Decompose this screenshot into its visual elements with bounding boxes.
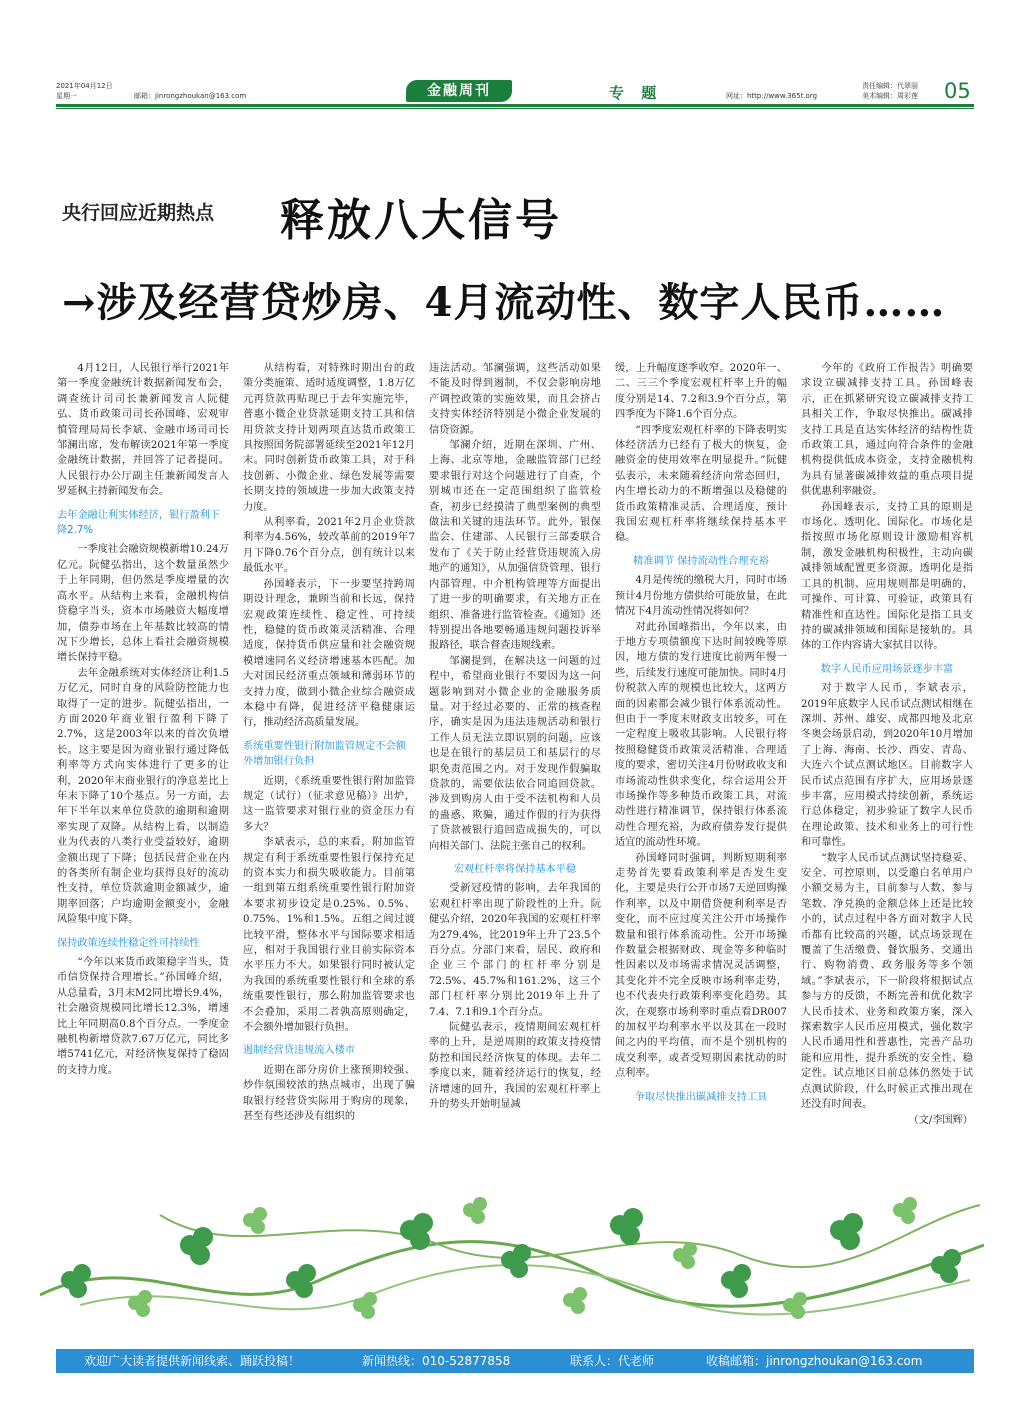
article-column-2	[243, 361, 415, 1125]
paragraph: 4月是传统的缴税大月，同时市场预计4月份地方债供给可能放量，在此情况下4月流动性情况将如何？	[615, 575, 787, 618]
paragraph: 阮健弘表示，疫情期间宏观杠杆率的上升，是逆周期的政策支持疫情防控和国民经济恢复的体现。去年二季度以来，随着经济运行的恢复，经济增速的回升，我国的宏观杠杆率上升的势头开始明显减	[429, 1022, 601, 1111]
paragraph: 对此孙国峰指出，今年以来，由于地方专项债额度下达时间较晚等原因，地方债的发行进度比前两年慢一些，后续发行速度可能加快。同时4月份税款入库的规模也比较大，这两方面的因素都会减少银行体系流动性。但由于一季度末财政支出较多，可在一定程度上吸收其影响。人民银行将按照稳健货币政策灵活精准、合理适度的要求，密切关注4月份财政收支和市场流动性供求变化，综合运用公开市场操作等多种货币政策工具，对流动性进行精准调节，保持银行体系流动性合理充裕，为政府债券发行提供适宜的流动性环境。	[615, 621, 787, 849]
article-column-5	[801, 361, 973, 1128]
article-body	[57, 361, 974, 1153]
publication-banner: 金融周刊	[406, 80, 512, 102]
site-label: 网址：http://www.365t.org	[726, 92, 818, 100]
paragraph: 邹澜提到，在解决这一问题的过程中，希望商业银行不要因为这一问题影响到对小微企业的金融服务质量。对于经过必要的、正常的核查程序，确实是因为违法违规活动和银行工作人员无法立即识别的问题，应该也是在银行的基层员工和基层行的尽职免责范围之内。对于发现作假骗取贷款的，需要依法依合同追回贷款。涉及到购房人由于受不法机构和人员的蛊惑、欺骗，通过作假的行为获得了贷款被银行追回造成损失的，可以向相关部门、法院主张自己的权利。	[429, 655, 601, 852]
paragraph: 孙国峰表示，支持工具的原则是市场化、透明化、国际化。市场化是指按照市场化原则设计激励相容机制，激发金融机构积极性，主动向碳减排领域配置更多资源。透明化是指工具的机制、应用规则都是明确的，可操作、可计算、可验证，政策具有精准性和直达性。国际化是指工具支持的碳减排领域和国际是接轨的。具体的工作内容请大家拭目以待。	[801, 501, 973, 652]
editor-credit: 责任编辑：代翠丽	[862, 82, 918, 90]
header-rule-thin	[56, 108, 974, 109]
headline-kicker: 央行回应近期热点	[62, 202, 215, 224]
article-column-3	[429, 361, 601, 1113]
subhead: 宏观杠杆率将保持基本平稳	[453, 864, 577, 875]
subhead: 保持政策连续性稳定性可持续性	[57, 937, 200, 949]
paragraph: 孙国峰同时强调，判断短期利率走势首先要看政策利率是否发生变化，主要是央行公开市场7天逆回购操作利率，以及中期借贷便利利率是否变化，而不应过度关注公开市场操作数量和银行体系流动性。公开市场操作数量会根据财政、现金等多种临时性因素以及市场需求情况灵活调整，其变化并不完全反映市场利率走势，也不代表央行政策利率变化趋势。其次，在观察市场利率时重点看DR007的加权平均利率水平以及其在一段时间之内的平均值，而不是个别机构的成交利率，或者受短期因素扰动的时点利率。	[615, 852, 787, 1080]
header-rule	[56, 104, 974, 107]
paragraph: 去年金融系统对实体经济让利1.5万亿元，同时自身的风险防控能力也取得了一定的进步。阮健弘指出，一方面2020年商业银行盈利下降了2.7%，这是2003年以来的首次负增长。这主要是因为商业银行通过降低利率等方式向实体进行了更多的让利，2020年末商业银行的净息差比上年末下降了10个基点。另一方面，去年下半年以来单位贷款的逾期和逾期率实现了双降。从结构上看，以制造业为代表的八类行业受益较好，逾期金额出现了下降；包括民营企业在内的各类所有制企业均获得良好的流动性支持，单位贷款逾期金额减少，逾期率回落；户均逾期金额变小，金融风险集中度下降。	[57, 667, 229, 926]
article-column-1	[57, 361, 229, 1078]
page-header	[56, 80, 974, 102]
paragraph: 今年的《政府工作报告》明确要求设立碳减排支持工具。孙国峰表示，正在抓紧研究设立碳减排支持工具相关工作，争取尽快推出。碳减排支持工具是直达实体经济的结构性货币政策工具，通过向符合条件的金融机构提供低成本资金，支持金融机构为具有显著碳减排效益的重点项目提供优惠利率融资。	[801, 363, 973, 498]
footer-email: 收稿邮箱：jinrongzhoukan@163.com	[706, 1354, 923, 1368]
paragraph: “今年以来货币政策稳字当头，货币信贷保持合理增长。”孙国峰介绍，从总量看，3月末M2同比增长9.4%，社会融资规模同比增长12.3%，增速比上年同期高0.8个百分点。一季度金融机构新增贷款7.67万亿元，同比多增5741亿元，对经济恢复保持了稳固的支持力度。	[57, 957, 229, 1076]
footer-hotline: 新闻热线：010-52877858	[362, 1354, 511, 1368]
paragraph: 从结构看，对特殊时期出台的政策分类施策、适时适度调整，1.8万亿元再贷款再贴现已于去年实施完毕，普惠小微企业贷款延期支持工具和信用贷款支持计划两项直达货币政策工具按照国务院部署延续至2021年12月末。同时创新货币政策工具，对于科技创新、小微企业、绿色发展等需要长期支持的领域进一步加大政策支持力度。	[243, 363, 415, 513]
subhead: 去年金融让利实体经济，银行盈利下降2.7%	[57, 509, 220, 537]
paragraph: 孙国峰表示，下一步要坚持跨周期设计理念，兼顾当前和长远，保持宏观政策连续性、稳定性、可持续性，稳健的货币政策灵活精准、合理适度，保持货币供应量和社会融资规模增速同名义经济增速基本匹配。加大对国民经济重点领域和薄弱环节的支持力度，做到小微企业综合融资成本稳中有降，促进经济平稳健康运行，推动经济高质量发展。	[243, 578, 415, 729]
paragraph: “数字人民币试点测试坚持稳妥、安全、可控原则，以受邀白名单用户小额交易为主，目前参与人数、参与笔数、净兑换的金额总体上还是比较小的，试点过程中各方面对数字人民币都有比较高的兴趣，试点场景现在覆盖了生活缴费、餐饮服务、交通出行、购物消费、政务服务等多个领域。”李斌表示，下一阶段将根据试点参与方的反馈，不断完善和优化数字人民币技术、业务和政策方案，深入探索数字人民币应用模式，强化数字人民币通用性和普惠性，完善产品功能和应用性，提升系统的安全性、稳定性。试点地区目前总体仍然处于试点测试阶段，什么时候正式推出现在还没有时间表。	[801, 852, 973, 1111]
footer-invite: 欢迎广大读者提供新闻线索、踊跃投稿！	[84, 1354, 301, 1368]
paragraph: 从利率看，2021年2月企业贷款利率为4.56%，较改革前的2019年7月下降0.76个百分点，创有统计以来最低水平。	[243, 517, 415, 575]
paragraph: 近期，《系统重要性银行附加监管规定（试行）（征求意见稿）》出炉，这一监管要求对银行业的资金压力有多大？	[243, 775, 415, 833]
issue-date: 2021年04月12日	[56, 82, 113, 90]
subhead: 精准调节 保持流动性合理充裕	[633, 555, 769, 567]
article-column-4	[615, 361, 787, 1109]
subhead: 系统重要性银行附加监管规定不会额外增加银行负担	[243, 740, 406, 768]
paragraph: 缓，上升幅度逐季收窄。2020年一、二、三三个季度宏观杠杆率上升的幅度分别是14、7.2和3.9个百分点，第四季度为下降1.6个百分点。	[615, 363, 787, 421]
paragraph: 一季度社会融资规模新增10.24万亿元。阮健弘指出，这个数量虽然少于上年同期，但仍然是季度增量的次高水平。从结构上来看，金融机构信贷稳字当头，资本市场融资大幅度增加，债券市场在上年基数比较高的情况下少增长，总体上看社会融资规模增长保持平稳。	[57, 544, 229, 664]
subhead: 数字人民币应用场景逐步丰富	[820, 663, 954, 675]
footer-contact: 联系人：代老师	[570, 1354, 655, 1368]
paragraph: 近期在部分房价上涨预期较强、炒作氛围较浓的热点城市，出现了骗取银行经营贷实际用于购房的现象，甚至有些还涉及有组织的	[243, 1064, 415, 1123]
byline: （文/李国辉）	[908, 1114, 973, 1126]
paragraph: 4月12日，人民银行举行2021年第一季度金融统计数据新闻发布会，调查统计司司长兼新闻发言人阮健弘、货币政策司司长孙国峰、宏观审慎管理局局长李斌、金融市场司司长邹澜出席，发布解读2021年第一季度金融统计数据，并回答了记者提问。人民银行办公厅副主任兼新闻发言人罗延枫主持新闻发布会。	[57, 363, 229, 498]
paragraph: “四季度宏观杠杆率的下降表明实体经济活力已经有了极大的恢复，金融资金的使用效率在明显提升。”阮健弘表示，未来随着经济向常态回归，内生增长动力的不断增强以及稳健的货币政策精准灵活、合理适度，预计我国宏观杠杆率将继续保持基本平稳。	[615, 424, 787, 544]
paragraph: 违法活动。邹澜强调，这些活动如果不能及时得到遏制，不仅会影响房地产调控政策的实施效果，而且会挤占支持实体经济特别是小微企业发展的信贷资源。	[429, 363, 601, 436]
section-title: 专 题	[609, 84, 663, 102]
art-editor-credit: 美术编辑：周彩莲	[862, 92, 918, 100]
paragraph: 对于数字人民币，李斌表示，2019年底数字人民币试点测试相继在深圳、苏州、雄安、成都四地及北京冬奥会场景启动，到2020年10月增加了上海、海南、长沙、西安、青岛、大连六个试点测试地区。目前数字人民币试点范围有序扩大，应用场景逐步丰富，应用模式持续创新，系统运行总体稳定，初步验证了数字人民币在理论政策、技术和业务上的可行性和可靠性。	[801, 683, 973, 849]
clover-vine-decoration	[40, 1185, 984, 1335]
subhead: 争取尽快推出碳减排支持工具	[634, 1091, 768, 1103]
paragraph: 邹澜介绍，近期在深圳、广州、上海、北京等地，金融监管部门已经要求银行对这个问题进行了自查，个别城市还在一定范围组织了监管检查，初步已经摸清了典型案例的典型做法和关键的违法环节。此外，银保监会、住建部、人民银行三部委联合发布了《关于防止经营贷违规流入房地产的通知》，从加强信贷管理、银行内部管理、中介机构管理等方面提出了进一步的明确要求，有关地方正在组织、准备进行监管检查。《通知》还特别提出各地要畅通违规问题投诉举报路径，联合督查违规线索。	[429, 440, 601, 652]
subhead: 遏制经营贷违规流入楼市	[243, 1045, 356, 1057]
paragraph: 受新冠疫情的影响，去年我国的宏观杠杆率出现了阶段性的上升。阮健弘介绍，2020年我国的宏观杠杆率为279.4%，比2019年上升了23.5个百分点。分部门来看，居民、政府和企业三个部门的杠杆率分别是72.5%、45.7%和161.2%，这三个部门杠杆率分别比2019年上升了7.4、7.1和9.1个百分点。	[429, 883, 601, 1018]
issue-weekday: 星期一	[56, 92, 77, 100]
headline-main: 释放八大信号	[280, 195, 562, 246]
footer-bar	[56, 1349, 974, 1373]
page-number: 05	[944, 79, 971, 103]
email-label: 邮箱：jinrongzhoukan@163.com	[134, 92, 247, 100]
headline-subtitle: →涉及经营贷炒房、4月流动性、数字人民币……	[62, 279, 946, 326]
paragraph: 李斌表示，总的来看，附加监管规定有利于系统重要性银行保持充足的资本实力和损失吸收能力。目前第一组到第五组系统重要性银行附加资本要求初步设定是0.25%、0.5%、0.75%、1%和1.5%。五组之间过渡比较平滑，整体水平与国际要求相适应，相对于我国银行业目前实际资本水平压力不大。如果银行同时被认定为我国的系统重要性银行和全球的系统重要性银行，那么附加监管要求也不会叠加，采用二者孰高原则确定，不会额外增加银行负担。	[243, 837, 415, 1034]
